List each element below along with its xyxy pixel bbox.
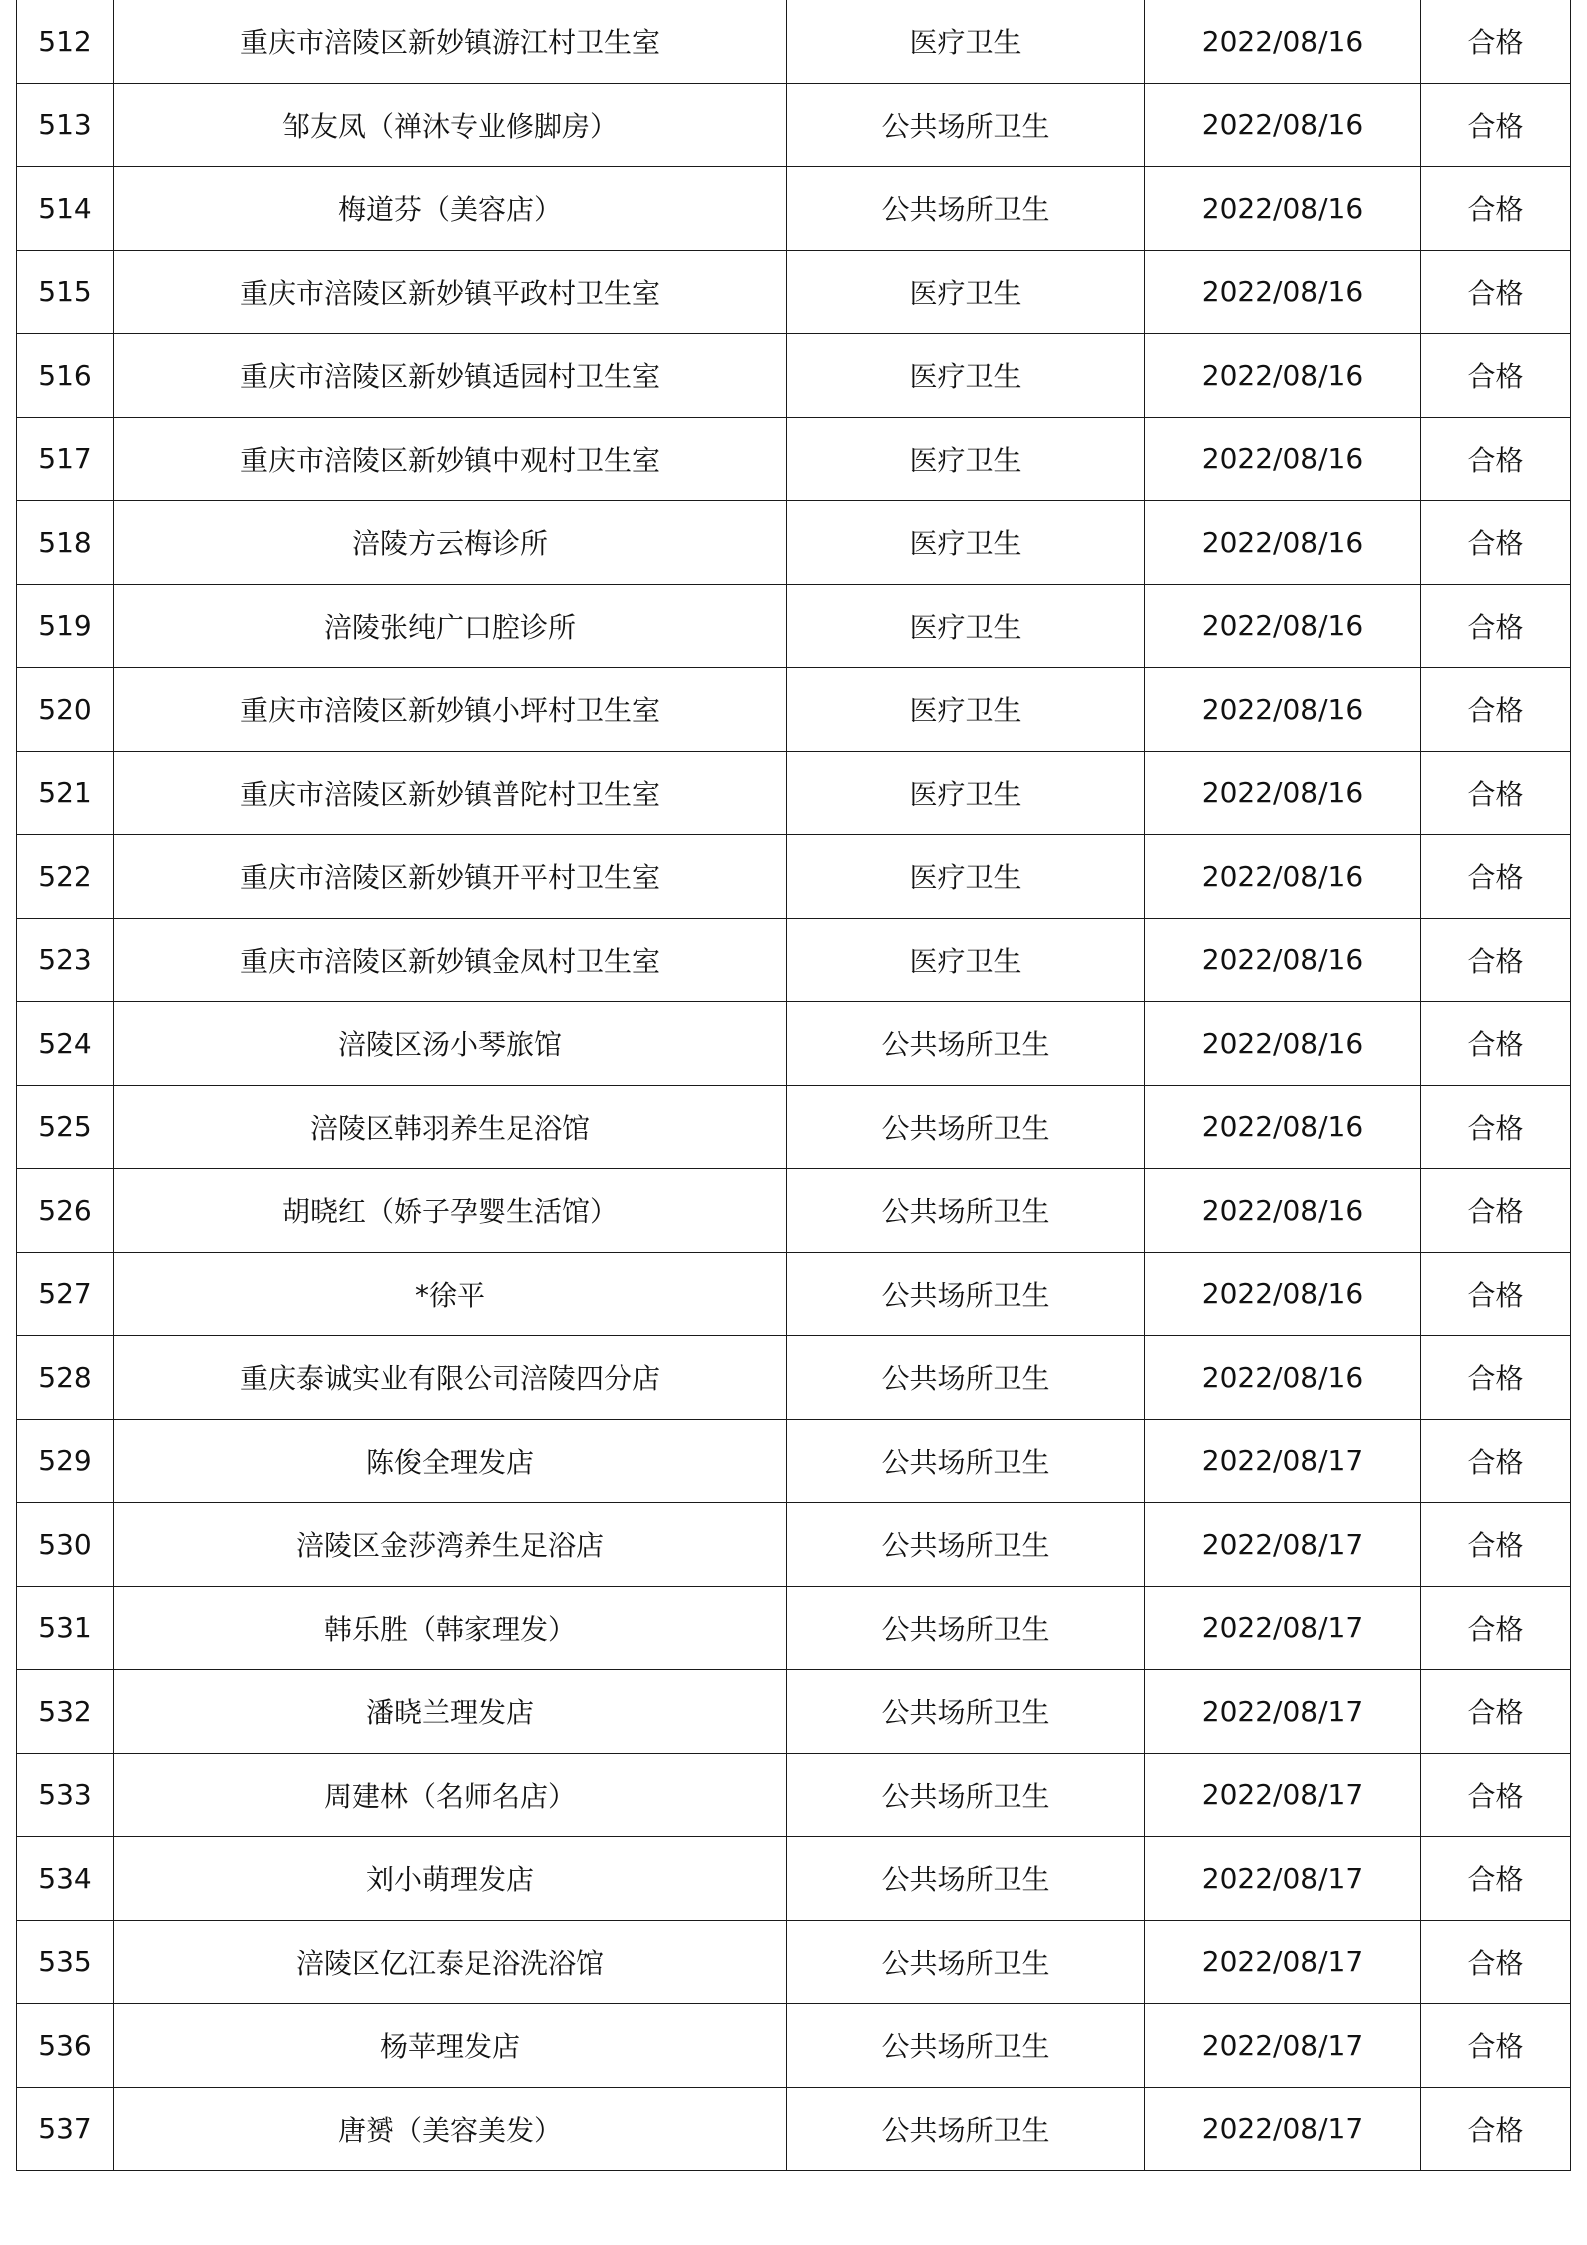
inspection-date-cell: 2022/08/17	[1145, 2087, 1421, 2171]
entity-name-cell: 重庆市涪陵区新妙镇游江村卫生室	[114, 0, 787, 83]
inspection-date-cell: 2022/08/16	[1145, 83, 1421, 167]
result-cell: 合格	[1421, 1586, 1571, 1670]
table-row	[17, 1753, 1571, 1837]
entity-name-cell: 胡晓红（娇子孕婴生活馆）	[114, 1169, 787, 1253]
table-row	[17, 417, 1571, 501]
category-cell: 医疗卫生	[787, 501, 1145, 585]
table-row	[17, 1837, 1571, 1921]
result-cell: 合格	[1421, 1837, 1571, 1921]
category-cell: 医疗卫生	[787, 584, 1145, 668]
row-number-cell: 512	[17, 0, 114, 83]
entity-name-cell: 涪陵方云梅诊所	[114, 501, 787, 585]
entity-name-cell: 陈俊全理发店	[114, 1419, 787, 1503]
entity-name-cell: 涪陵区亿江泰足浴洗浴馆	[114, 1920, 787, 2004]
result-cell: 合格	[1421, 0, 1571, 83]
table-row	[17, 1336, 1571, 1420]
entity-name-cell: *徐平	[114, 1252, 787, 1336]
entity-name-cell: 重庆市涪陵区新妙镇开平村卫生室	[114, 835, 787, 919]
entity-name-cell: 重庆市涪陵区新妙镇平政村卫生室	[114, 250, 787, 334]
entity-name-cell: 涪陵区韩羽养生足浴馆	[114, 1085, 787, 1169]
inspection-date-cell: 2022/08/17	[1145, 1586, 1421, 1670]
row-number-cell: 536	[17, 2004, 114, 2088]
inspection-records-table	[16, 0, 1571, 2171]
inspection-date-cell: 2022/08/16	[1145, 334, 1421, 418]
row-number-cell: 528	[17, 1336, 114, 1420]
category-cell: 公共场所卫生	[787, 1169, 1145, 1253]
row-number-cell: 525	[17, 1085, 114, 1169]
category-cell: 公共场所卫生	[787, 1419, 1145, 1503]
entity-name-cell: 韩乐胜（韩家理发）	[114, 1586, 787, 1670]
table-row	[17, 751, 1571, 835]
result-cell: 合格	[1421, 1336, 1571, 1420]
table-row	[17, 83, 1571, 167]
inspection-date-cell: 2022/08/16	[1145, 835, 1421, 919]
entity-name-cell: 梅道芬（美容店）	[114, 167, 787, 251]
table-row	[17, 1169, 1571, 1253]
inspection-date-cell: 2022/08/16	[1145, 918, 1421, 1002]
row-number-cell: 535	[17, 1920, 114, 2004]
row-number-cell: 523	[17, 918, 114, 1002]
table-row	[17, 668, 1571, 752]
row-number-cell: 529	[17, 1419, 114, 1503]
result-cell: 合格	[1421, 1920, 1571, 2004]
category-cell: 公共场所卫生	[787, 2004, 1145, 2088]
category-cell: 医疗卫生	[787, 668, 1145, 752]
row-number-cell: 522	[17, 835, 114, 919]
category-cell: 公共场所卫生	[787, 83, 1145, 167]
entity-name-cell: 周建林（名师名店）	[114, 1753, 787, 1837]
inspection-date-cell: 2022/08/17	[1145, 1419, 1421, 1503]
entity-name-cell: 重庆市涪陵区新妙镇金凤村卫生室	[114, 918, 787, 1002]
result-cell: 合格	[1421, 1169, 1571, 1253]
category-cell: 医疗卫生	[787, 0, 1145, 83]
table-row	[17, 918, 1571, 1002]
result-cell: 合格	[1421, 1753, 1571, 1837]
category-cell: 医疗卫生	[787, 250, 1145, 334]
inspection-date-cell: 2022/08/16	[1145, 584, 1421, 668]
result-cell: 合格	[1421, 501, 1571, 585]
inspection-date-cell: 2022/08/16	[1145, 1085, 1421, 1169]
category-cell: 公共场所卫生	[787, 1002, 1145, 1086]
category-cell: 公共场所卫生	[787, 1085, 1145, 1169]
category-cell: 医疗卫生	[787, 751, 1145, 835]
inspection-date-cell: 2022/08/17	[1145, 1753, 1421, 1837]
table-row	[17, 1419, 1571, 1503]
category-cell: 公共场所卫生	[787, 1753, 1145, 1837]
row-number-cell: 532	[17, 1670, 114, 1754]
table-row	[17, 835, 1571, 919]
inspection-date-cell: 2022/08/16	[1145, 1169, 1421, 1253]
table-row	[17, 1085, 1571, 1169]
result-cell: 合格	[1421, 751, 1571, 835]
result-cell: 合格	[1421, 334, 1571, 418]
category-cell: 公共场所卫生	[787, 1252, 1145, 1336]
row-number-cell: 514	[17, 167, 114, 251]
row-number-cell: 518	[17, 501, 114, 585]
inspection-date-cell: 2022/08/16	[1145, 0, 1421, 83]
inspection-date-cell: 2022/08/16	[1145, 751, 1421, 835]
table-row	[17, 1002, 1571, 1086]
table-row	[17, 0, 1571, 83]
entity-name-cell: 涪陵张纯广口腔诊所	[114, 584, 787, 668]
table-row	[17, 1920, 1571, 2004]
entity-name-cell: 唐赟（美容美发）	[114, 2087, 787, 2171]
row-number-cell: 530	[17, 1503, 114, 1587]
category-cell: 公共场所卫生	[787, 1920, 1145, 2004]
category-cell: 公共场所卫生	[787, 2087, 1145, 2171]
row-number-cell: 516	[17, 334, 114, 418]
category-cell: 医疗卫生	[787, 334, 1145, 418]
entity-name-cell: 重庆市涪陵区新妙镇中观村卫生室	[114, 417, 787, 501]
category-cell: 医疗卫生	[787, 918, 1145, 1002]
row-number-cell: 521	[17, 751, 114, 835]
row-number-cell: 519	[17, 584, 114, 668]
entity-name-cell: 重庆市涪陵区新妙镇普陀村卫生室	[114, 751, 787, 835]
table-row	[17, 1503, 1571, 1587]
result-cell: 合格	[1421, 668, 1571, 752]
inspection-date-cell: 2022/08/16	[1145, 167, 1421, 251]
inspection-date-cell: 2022/08/16	[1145, 1252, 1421, 1336]
table-row	[17, 167, 1571, 251]
result-cell: 合格	[1421, 417, 1571, 501]
row-number-cell: 517	[17, 417, 114, 501]
result-cell: 合格	[1421, 167, 1571, 251]
result-cell: 合格	[1421, 1670, 1571, 1754]
result-cell: 合格	[1421, 1419, 1571, 1503]
result-cell: 合格	[1421, 835, 1571, 919]
inspection-date-cell: 2022/08/16	[1145, 668, 1421, 752]
result-cell: 合格	[1421, 1002, 1571, 1086]
table-row	[17, 584, 1571, 668]
table-row	[17, 2087, 1571, 2171]
entity-name-cell: 涪陵区金莎湾养生足浴店	[114, 1503, 787, 1587]
table-row	[17, 334, 1571, 418]
inspection-date-cell: 2022/08/17	[1145, 1503, 1421, 1587]
inspection-date-cell: 2022/08/16	[1145, 250, 1421, 334]
records-body	[17, 0, 1571, 2171]
table-row	[17, 2004, 1571, 2088]
entity-name-cell: 杨苹理发店	[114, 2004, 787, 2088]
category-cell: 公共场所卫生	[787, 1503, 1145, 1587]
category-cell: 医疗卫生	[787, 417, 1145, 501]
row-number-cell: 533	[17, 1753, 114, 1837]
result-cell: 合格	[1421, 2087, 1571, 2171]
result-cell: 合格	[1421, 250, 1571, 334]
entity-name-cell: 刘小萌理发店	[114, 1837, 787, 1921]
inspection-date-cell: 2022/08/16	[1145, 417, 1421, 501]
result-cell: 合格	[1421, 584, 1571, 668]
category-cell: 医疗卫生	[787, 835, 1145, 919]
category-cell: 公共场所卫生	[787, 1336, 1145, 1420]
row-number-cell: 515	[17, 250, 114, 334]
entity-name-cell: 潘晓兰理发店	[114, 1670, 787, 1754]
row-number-cell: 524	[17, 1002, 114, 1086]
row-number-cell: 513	[17, 83, 114, 167]
inspection-date-cell: 2022/08/16	[1145, 1336, 1421, 1420]
table-row	[17, 1586, 1571, 1670]
row-number-cell: 534	[17, 1837, 114, 1921]
row-number-cell: 527	[17, 1252, 114, 1336]
row-number-cell: 531	[17, 1586, 114, 1670]
table-row	[17, 501, 1571, 585]
row-number-cell: 520	[17, 668, 114, 752]
inspection-date-cell: 2022/08/16	[1145, 1002, 1421, 1086]
entity-name-cell: 邹友凤（禅沐专业修脚房）	[114, 83, 787, 167]
table-row	[17, 1252, 1571, 1336]
result-cell: 合格	[1421, 1085, 1571, 1169]
result-cell: 合格	[1421, 83, 1571, 167]
category-cell: 公共场所卫生	[787, 1586, 1145, 1670]
row-number-cell: 537	[17, 2087, 114, 2171]
entity-name-cell: 涪陵区汤小琴旅馆	[114, 1002, 787, 1086]
result-cell: 合格	[1421, 2004, 1571, 2088]
category-cell: 公共场所卫生	[787, 1670, 1145, 1754]
table-row	[17, 1670, 1571, 1754]
inspection-date-cell: 2022/08/17	[1145, 2004, 1421, 2088]
table-row	[17, 250, 1571, 334]
category-cell: 公共场所卫生	[787, 1837, 1145, 1921]
entity-name-cell: 重庆泰诚实业有限公司涪陵四分店	[114, 1336, 787, 1420]
inspection-date-cell: 2022/08/17	[1145, 1670, 1421, 1754]
inspection-date-cell: 2022/08/17	[1145, 1920, 1421, 2004]
result-cell: 合格	[1421, 1252, 1571, 1336]
result-cell: 合格	[1421, 1503, 1571, 1587]
entity-name-cell: 重庆市涪陵区新妙镇小坪村卫生室	[114, 668, 787, 752]
entity-name-cell: 重庆市涪陵区新妙镇适园村卫生室	[114, 334, 787, 418]
category-cell: 公共场所卫生	[787, 167, 1145, 251]
row-number-cell: 526	[17, 1169, 114, 1253]
inspection-date-cell: 2022/08/17	[1145, 1837, 1421, 1921]
result-cell: 合格	[1421, 918, 1571, 1002]
inspection-date-cell: 2022/08/16	[1145, 501, 1421, 585]
